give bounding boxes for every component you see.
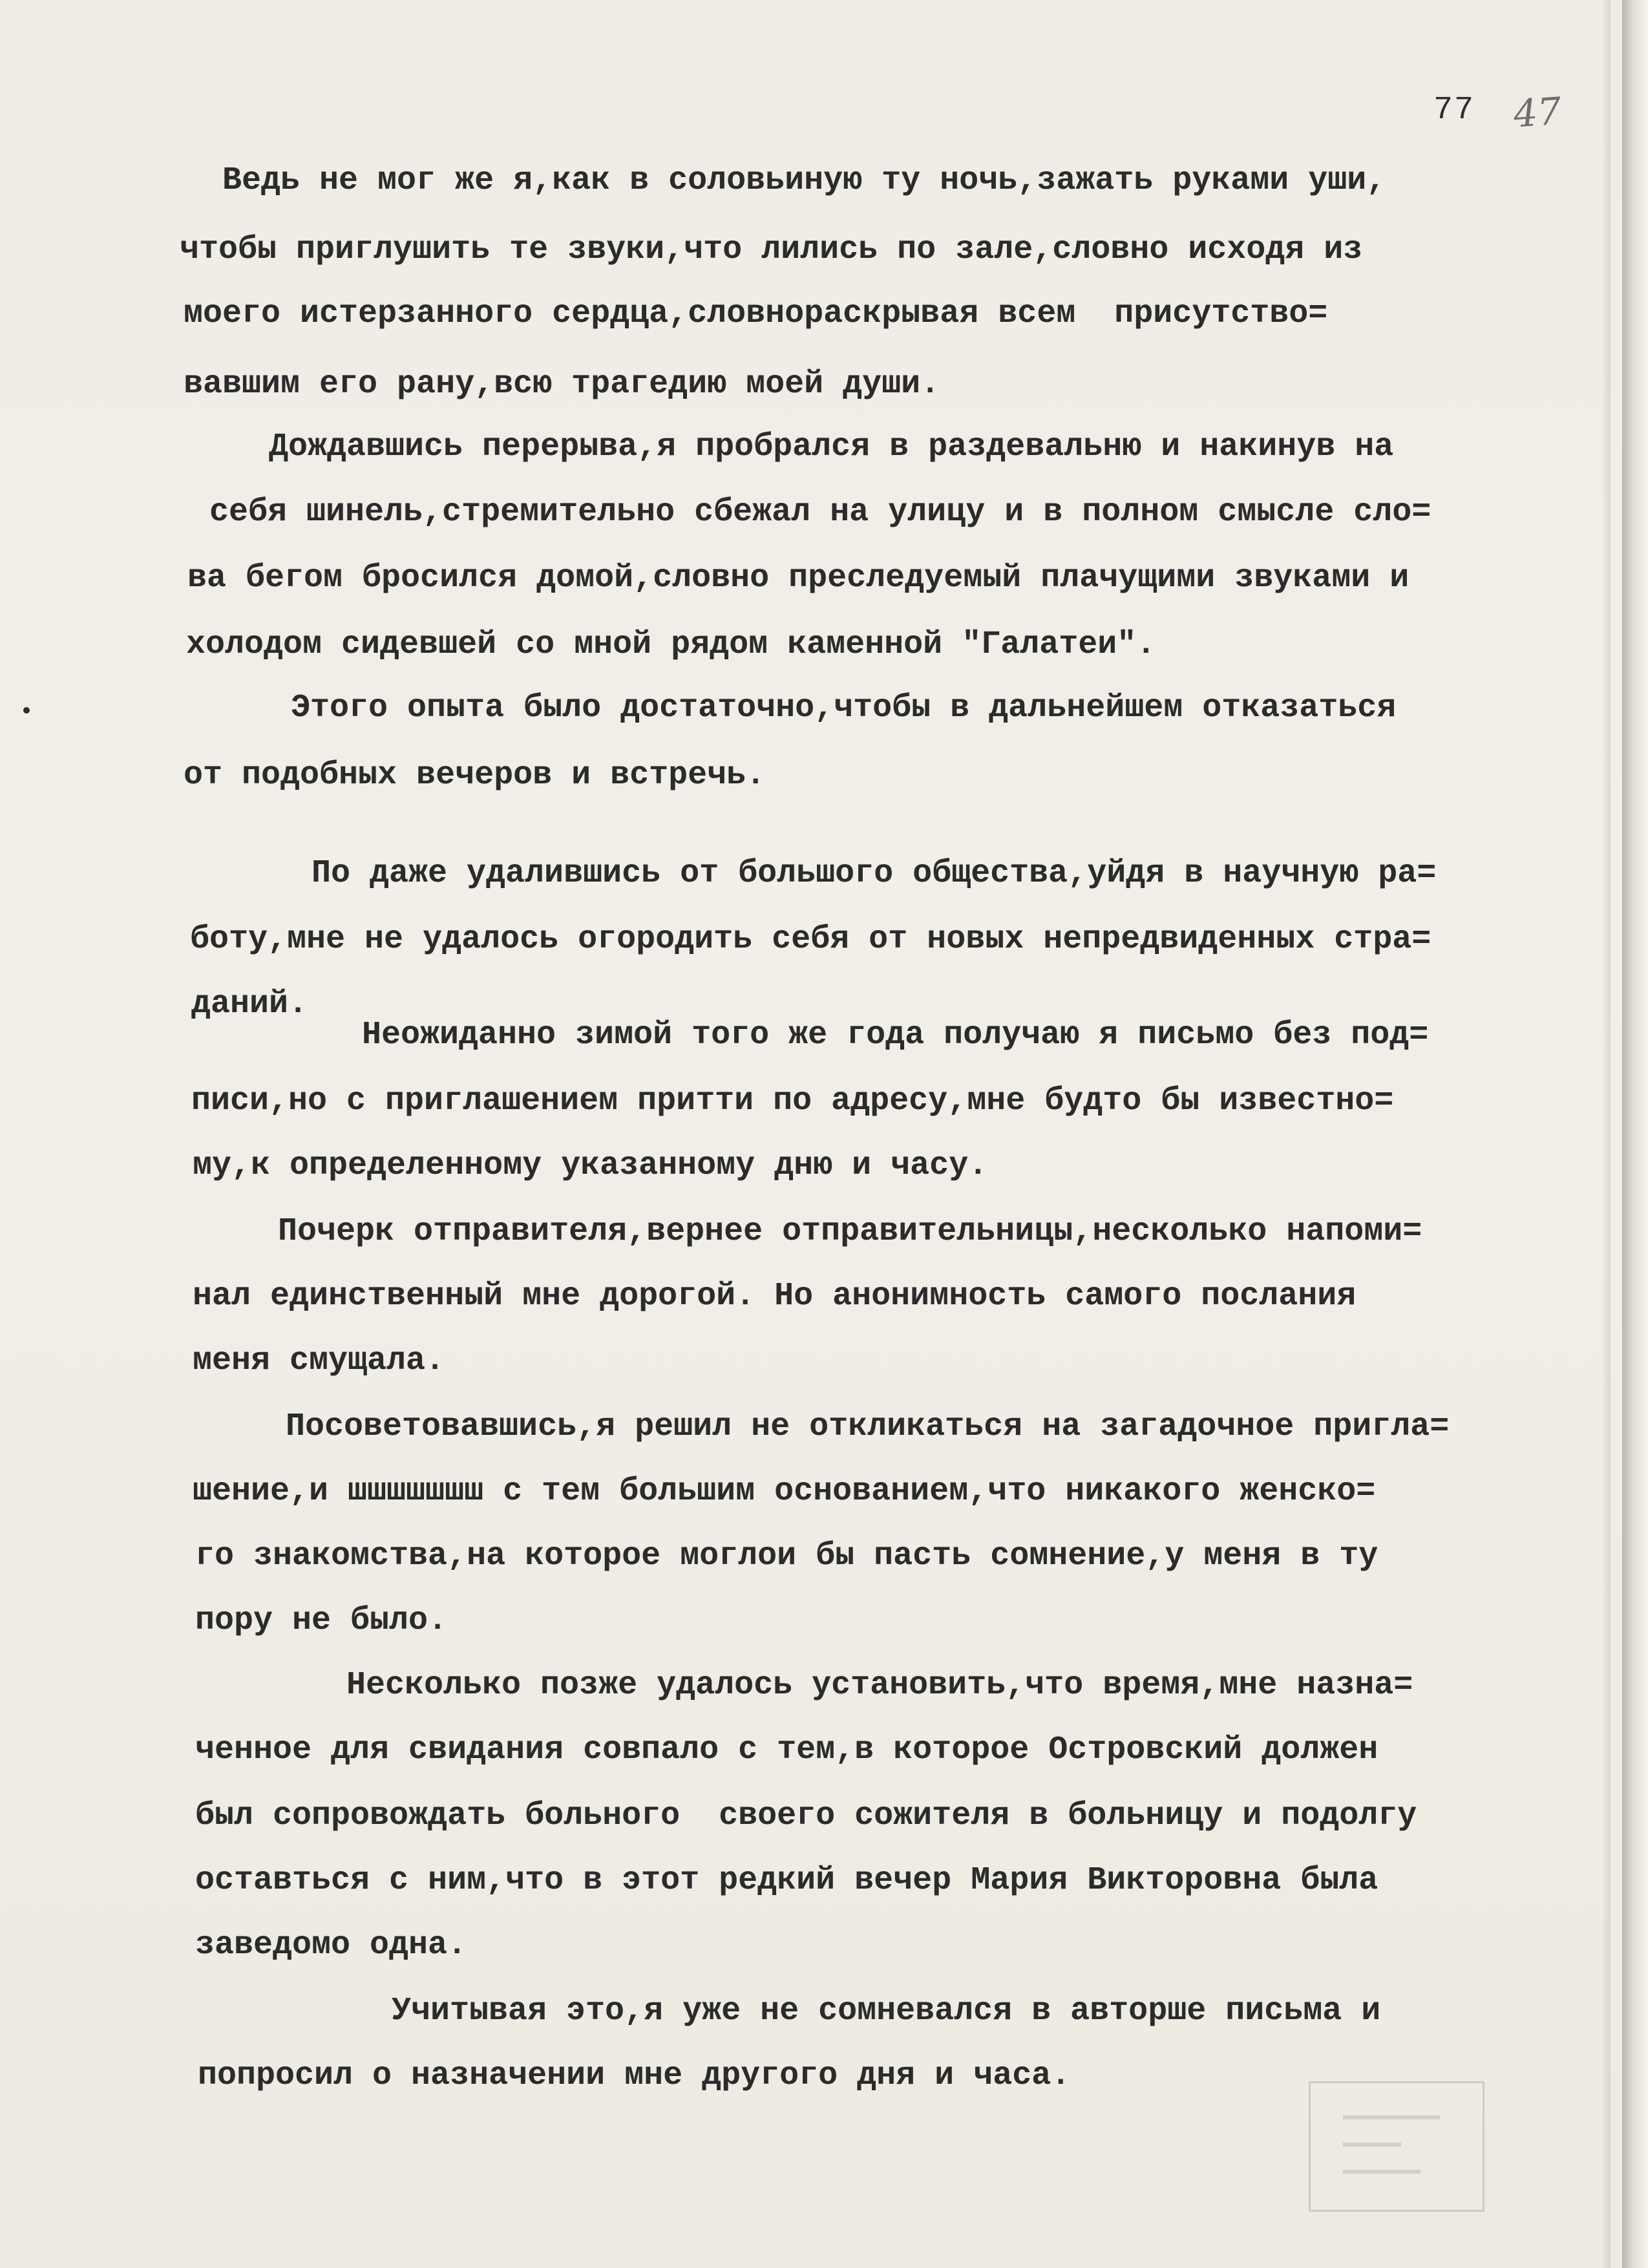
text-line: попросил о назначении мне другого дня и часа. [198, 2057, 1071, 2094]
text-line: Этого опыта было достаточно,чтобы в дальнейшем отказаться [291, 690, 1397, 726]
text-line: даний. [191, 986, 308, 1023]
text-line: вавшим его рану,всю трагедию моей души. [184, 366, 940, 403]
text-line: Ведь не мог же я,как в соловьиную ту ночь,зажать руками уши, [222, 162, 1386, 199]
page-number: 77 [1433, 92, 1475, 129]
text-line: заведомо одна. [195, 1927, 467, 1964]
text-line: Учитывая это,я уже не сомневался в авторше письма и [392, 1993, 1381, 2030]
text-line: моего истерзанного сердца,словнораскрывая всем присутство= [184, 295, 1328, 332]
archive-stamp-mark [1309, 2081, 1484, 2212]
text-line: Посоветовавшись,я решил не откликаться на загадочное пригла= [286, 1408, 1450, 1445]
text-line: меня смущала. [193, 1342, 445, 1379]
stamp-line [1343, 2115, 1440, 2119]
stamp-line [1343, 2143, 1401, 2146]
text-line: По даже удалившись от большого общества,уйдя в научную ра= [312, 855, 1437, 892]
text-line: шение,и шшшшшшш с тем большим основанием,что никакого женско= [193, 1473, 1376, 1510]
text-line: от подобных вечеров и встречь. [184, 757, 766, 794]
text-line: Дождавшись перерыва,я пробрался в раздевальню и накинув на [269, 429, 1394, 465]
text-line: Неожиданно зимой того же года получаю я письмо без под= [362, 1017, 1429, 1054]
text-line: писи,но с приглашением притти по адресу,мне будто бы известно= [191, 1083, 1394, 1119]
text-line: го знакомства,на которое моглои бы пасть сомнение,у меня в ту [195, 1538, 1379, 1574]
stamp-line [1343, 2170, 1421, 2174]
text-line: холодом сидевшей со мной рядом каменной "Галатеи". [186, 626, 1156, 663]
paper-edge-shadow [1601, 0, 1611, 2268]
text-line: ченное для свидания совпало с тем,в которое Островский должен [195, 1732, 1379, 1768]
archive-number: 47 [1512, 89, 1563, 136]
text-line: пору не было. [195, 1602, 448, 1639]
paper-edge [1622, 0, 1648, 2268]
text-line: был сопровождать больного своего сожителя в больницу и подолгу [195, 1797, 1417, 1834]
margin-dot [23, 707, 30, 714]
text-line: Несколько позже удалось установить,что время,мне назна= [346, 1667, 1413, 1704]
text-line: оставться с ним,что в этот редкий вечер Мария Викторовна была [195, 1862, 1379, 1899]
text-line: боту,мне не удалось огородить себя от новых непредвиденных стра= [190, 921, 1431, 958]
text-line: себя шинель,стремительно сбежал на улицу и в полном смысле сло= [209, 494, 1431, 531]
text-line: чтобы приглушить те звуки,что лились по зале,словно исходя из [180, 231, 1363, 268]
text-line: му,к определенному указанному дню и часу. [193, 1147, 988, 1184]
text-line: нал единственный мне дорогой. Но анонимность самого послания [193, 1278, 1357, 1315]
text-line: ва бегом бросился домой,словно преследуемый плачущими звуками и [187, 560, 1410, 597]
text-line: Почерк отправителя,вернее отправительницы,несколько напоми= [278, 1213, 1422, 1250]
